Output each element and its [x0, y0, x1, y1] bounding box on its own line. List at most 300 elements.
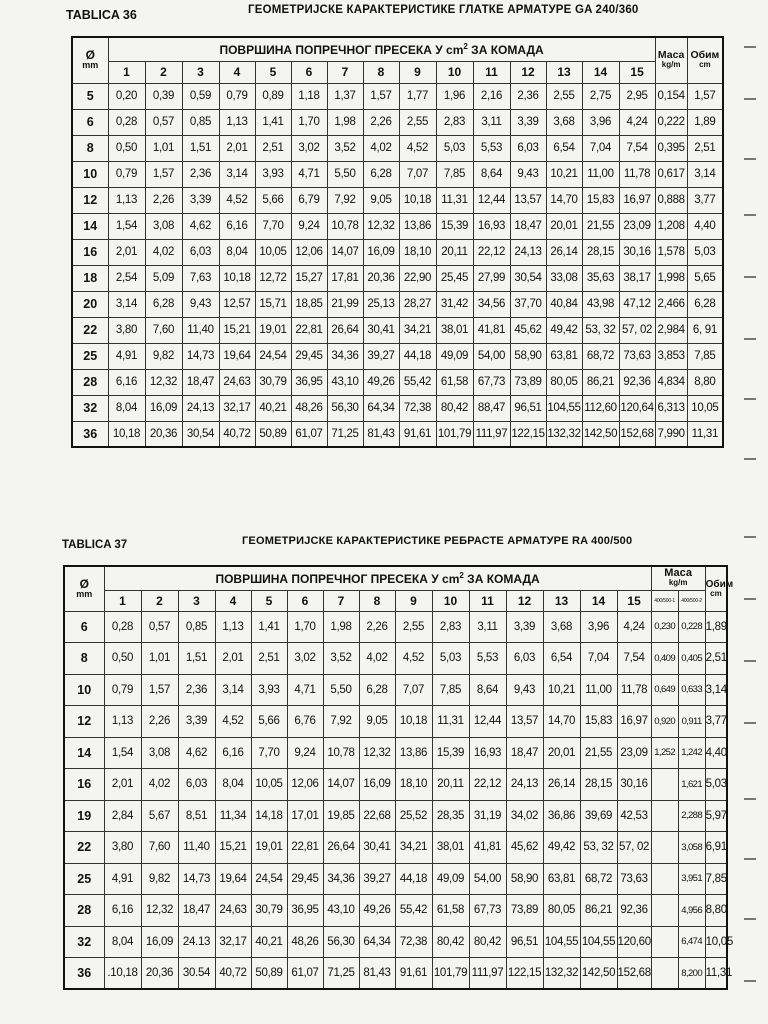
mass-cell: 1,621	[678, 769, 705, 801]
area-cell: 55,42	[399, 369, 436, 395]
area-cell: 22,68	[359, 800, 395, 832]
mass-cell: 0,911	[678, 706, 705, 738]
mass-cell	[651, 895, 678, 927]
area-cell: 2,55	[546, 83, 582, 109]
area-cell: 21,99	[327, 291, 363, 317]
area-cell: 73,63	[619, 343, 655, 369]
area-cell: 32,17	[215, 926, 251, 958]
area-cell: 4,02	[363, 135, 399, 161]
area-cell: 3,02	[291, 135, 327, 161]
area-cell: 11,78	[617, 674, 651, 706]
area-cell: .10,18	[104, 958, 141, 990]
mass-cell	[651, 863, 678, 895]
area-cell: 13,57	[510, 187, 546, 213]
area-cell: 23,09	[617, 737, 651, 769]
area-cell: 1,13	[108, 187, 145, 213]
area-cell: 1,96	[436, 83, 473, 109]
count-header: 15	[617, 590, 651, 611]
count-header: 4	[219, 61, 255, 83]
area-cell: 34,21	[399, 317, 436, 343]
perimeter-cell: 7,85	[705, 863, 727, 895]
table-row	[64, 926, 727, 958]
area-cell: 3,14	[215, 674, 251, 706]
area-cell: 30,79	[251, 895, 287, 927]
area-cell: 2,36	[178, 674, 215, 706]
perimeter-cell: 8,80	[705, 895, 727, 927]
perimeter-cell: 5,03	[687, 239, 723, 265]
area-cell: 53, 32	[580, 832, 617, 864]
count-header: 14	[580, 590, 617, 611]
area-cell: 4,52	[215, 706, 251, 738]
perimeter-cell: 1,89	[705, 611, 727, 643]
area-cell: 61,07	[287, 958, 323, 990]
area-cell: 15,21	[219, 317, 255, 343]
area-cell: 12,32	[145, 369, 182, 395]
area-cell: 80,42	[432, 926, 469, 958]
area-cell: 1,37	[327, 83, 363, 109]
area-cell: 44,18	[395, 863, 432, 895]
area-cell: 4,71	[291, 161, 327, 187]
table-row	[72, 317, 723, 343]
edge-mark	[744, 660, 756, 662]
area-cell: 22,81	[287, 832, 323, 864]
area-cell: 132,32	[546, 421, 582, 447]
area-cell: 81,43	[363, 421, 399, 447]
area-cell: 55,42	[395, 895, 432, 927]
area-cell: 104,55	[580, 926, 617, 958]
edge-mark	[744, 276, 756, 278]
area-cell: 10,78	[323, 737, 359, 769]
area-cell: 1,41	[251, 611, 287, 643]
table-row	[64, 611, 727, 643]
area-cell: 18,47	[510, 213, 546, 239]
area-cell: 19,85	[323, 800, 359, 832]
area-cell: 4,52	[399, 135, 436, 161]
diameter-cell: 28	[72, 369, 108, 395]
area-cell: 12,72	[255, 265, 291, 291]
perimeter-cell: 6, 91	[687, 317, 723, 343]
count-header: 6	[287, 590, 323, 611]
table-row	[72, 291, 723, 317]
area-cell: 63,81	[546, 343, 582, 369]
area-cell: 0,39	[145, 83, 182, 109]
mass-cell: 4,834	[655, 369, 687, 395]
table-row	[64, 832, 727, 864]
area-cell: 68,72	[580, 863, 617, 895]
area-cell: 72,38	[399, 395, 436, 421]
area-cell: 30,41	[359, 832, 395, 864]
area-cell: 4,24	[619, 109, 655, 135]
mass-cell: 6,474	[678, 926, 705, 958]
perimeter-cell: 5,97	[705, 800, 727, 832]
area-cell: 68,72	[582, 343, 619, 369]
area-cell: 26,14	[546, 239, 582, 265]
count-header: 11	[469, 590, 506, 611]
area-cell: 3,96	[580, 611, 617, 643]
area-cell: 0,79	[219, 83, 255, 109]
mass-cell: 3,853	[655, 343, 687, 369]
area-cell: 1,77	[399, 83, 436, 109]
area-cell: 31,42	[436, 291, 473, 317]
table-row	[72, 421, 723, 447]
mass-cell: 0,633	[678, 674, 705, 706]
count-header: 13	[546, 61, 582, 83]
area-cell: 20,01	[546, 213, 582, 239]
area-cell: 64,34	[363, 395, 399, 421]
area-cell: 47,12	[619, 291, 655, 317]
area-cell: 24,54	[255, 343, 291, 369]
area-cell: 1,13	[104, 706, 141, 738]
area-cell: 22,90	[399, 265, 436, 291]
area-cell: 38,17	[619, 265, 655, 291]
area-cell: 11,78	[619, 161, 655, 187]
area-cell: 3,52	[323, 643, 359, 675]
area-cell: 142,50	[582, 421, 619, 447]
table-36	[71, 36, 724, 448]
area-cell: 2,26	[145, 187, 182, 213]
area-cell: 16,97	[619, 187, 655, 213]
area-cell: 40,84	[546, 291, 582, 317]
area-cell: 34,36	[327, 343, 363, 369]
diameter-cell: 12	[72, 187, 108, 213]
area-cell: 49,09	[436, 343, 473, 369]
area-cell: 39,27	[359, 863, 395, 895]
area-cell: 38,01	[432, 832, 469, 864]
area-cell: 10,18	[108, 421, 145, 447]
area-cell: 0,59	[182, 83, 219, 109]
area-cell: 1,57	[363, 83, 399, 109]
area-cell: 18,47	[178, 895, 215, 927]
area-cell: 13,57	[506, 706, 543, 738]
diameter-cell: 16	[64, 769, 104, 801]
area-cell: 111,97	[469, 958, 506, 990]
area-cell: 20,11	[432, 769, 469, 801]
count-header: 13	[543, 590, 580, 611]
area-cell: 101,79	[436, 421, 473, 447]
area-cell: 23,09	[619, 213, 655, 239]
area-cell: 16,09	[145, 395, 182, 421]
area-cell: 32,17	[219, 395, 255, 421]
table-row	[72, 161, 723, 187]
diameter-cell: 6	[72, 109, 108, 135]
area-cell: 2,75	[582, 83, 619, 109]
area-cell: 28,15	[580, 769, 617, 801]
area-cell: 6,03	[182, 239, 219, 265]
area-cell: 15,83	[582, 187, 619, 213]
area-cell: 30,54	[182, 421, 219, 447]
mass-cell: 7,990	[655, 421, 687, 447]
area-cell: 33,08	[546, 265, 582, 291]
mass-cell: 1,208	[655, 213, 687, 239]
count-header: 5	[255, 61, 291, 83]
area-cell: 5,53	[473, 135, 510, 161]
edge-mark	[744, 98, 756, 100]
table-36-title: ГЕОМЕТРИЈСКЕ КАРАКТЕРИСТИКЕ ГЛАТКЕ АРМАТУРЕ GA 240/360	[248, 4, 639, 16]
perimeter-cell: 10,05	[705, 926, 727, 958]
area-cell: 10,21	[546, 161, 582, 187]
area-cell: 11,40	[178, 832, 215, 864]
area-cell: 8,04	[215, 769, 251, 801]
area-cell: 25,13	[363, 291, 399, 317]
area-cell: 120,64	[619, 395, 655, 421]
area-cell: 3,68	[546, 109, 582, 135]
area-cell: 4,52	[395, 643, 432, 675]
area-cell: 9,43	[506, 674, 543, 706]
area-cell: 81,43	[359, 958, 395, 990]
area-cell: 4,71	[287, 674, 323, 706]
table-37-count-row	[64, 590, 727, 611]
table-row	[72, 343, 723, 369]
area-cell: 61,07	[291, 421, 327, 447]
area-cell: 11,40	[182, 317, 219, 343]
area-cell: 9,43	[510, 161, 546, 187]
area-cell: 112,60	[582, 395, 619, 421]
area-cell: 30.54	[178, 958, 215, 990]
area-cell: 7,70	[255, 213, 291, 239]
area-cell: 122,15	[510, 421, 546, 447]
area-cell: 9,43	[182, 291, 219, 317]
table-37-label: TABLICA 37	[62, 539, 128, 551]
area-cell: 91,61	[395, 958, 432, 990]
area-cell: 15,21	[215, 832, 251, 864]
area-cell: 39,27	[363, 343, 399, 369]
area-cell: 6,28	[145, 291, 182, 317]
area-cell: 54,00	[469, 863, 506, 895]
area-cell: 34,56	[473, 291, 510, 317]
mass-cell: 0,395	[655, 135, 687, 161]
area-cell: 6,54	[543, 643, 580, 675]
area-cell: 2,01	[219, 135, 255, 161]
edge-mark	[744, 798, 756, 800]
area-cell: 1,13	[219, 109, 255, 135]
area-cell: 1,98	[323, 611, 359, 643]
area-cell: 12,06	[287, 769, 323, 801]
area-cell: 40,72	[215, 958, 251, 990]
area-cell: 80,42	[469, 926, 506, 958]
area-cell: 1,70	[291, 109, 327, 135]
area-cell: 152,68	[617, 958, 651, 990]
area-cell: 1,70	[287, 611, 323, 643]
area-cell: 17,01	[287, 800, 323, 832]
area-cell: 6,03	[178, 769, 215, 801]
area-cell: 24,63	[215, 895, 251, 927]
count-header: 10	[432, 590, 469, 611]
area-cell: 14,70	[546, 187, 582, 213]
perimeter-cell: 10,05	[687, 395, 723, 421]
area-cell: 6,03	[510, 135, 546, 161]
area-cell: 2,95	[619, 83, 655, 109]
area-cell: 8,64	[473, 161, 510, 187]
area-cell: 22,81	[291, 317, 327, 343]
mass-cell: 4,956	[678, 895, 705, 927]
area-cell: 18,47	[506, 737, 543, 769]
perimeter-cell: 2,51	[687, 135, 723, 161]
perimeter-cell: 1,57	[687, 83, 723, 109]
perimeter-cell: 11,31	[705, 958, 727, 990]
area-cell: 2,84	[104, 800, 141, 832]
area-cell: 1,54	[104, 737, 141, 769]
table-row	[64, 800, 727, 832]
diameter-header: Ø mm	[64, 566, 104, 611]
edge-mark	[744, 398, 756, 400]
count-header: 1	[104, 590, 141, 611]
table-row	[72, 369, 723, 395]
table-row	[64, 895, 727, 927]
area-cell: 111,97	[473, 421, 510, 447]
table-36-count-row	[72, 61, 723, 83]
area-cell: 6,03	[506, 643, 543, 675]
area-cell: 8,51	[178, 800, 215, 832]
area-cell: 7,04	[580, 643, 617, 675]
area-cell: 4,91	[104, 863, 141, 895]
area-cell: 6,16	[215, 737, 251, 769]
edge-mark	[744, 980, 756, 982]
mass-sub-header: 400/500-1	[651, 590, 678, 611]
area-cell: 73,63	[617, 863, 651, 895]
area-cell: 58,90	[510, 343, 546, 369]
diameter-cell: 5	[72, 83, 108, 109]
area-cell: 30,54	[510, 265, 546, 291]
area-cell: 1,54	[108, 213, 145, 239]
area-cell: 101,79	[432, 958, 469, 990]
area-cell: 31,19	[469, 800, 506, 832]
area-cell: 24,54	[251, 863, 287, 895]
area-cell: 11,31	[436, 187, 473, 213]
mass-cell	[651, 769, 678, 801]
mass-cell: 8,200	[678, 958, 705, 990]
area-cell: 1,51	[178, 643, 215, 675]
area-cell: 24.13	[178, 926, 215, 958]
area-cell: 5,67	[141, 800, 178, 832]
area-cell: 1,18	[291, 83, 327, 109]
area-cell: 80,42	[436, 395, 473, 421]
area-cell: 142,50	[580, 958, 617, 990]
perimeter-header: Обим cm	[687, 37, 723, 83]
area-cell: 8,64	[469, 674, 506, 706]
area-cell: 48,26	[291, 395, 327, 421]
table-row	[72, 213, 723, 239]
edge-mark	[744, 158, 756, 160]
area-cell: 0,57	[141, 611, 178, 643]
area-cell: 6,16	[219, 213, 255, 239]
area-cell: 41,81	[469, 832, 506, 864]
area-cell: 2,36	[182, 161, 219, 187]
area-cell: 4,02	[145, 239, 182, 265]
area-cell: 26,14	[543, 769, 580, 801]
area-cell: 73,89	[510, 369, 546, 395]
table-row	[72, 135, 723, 161]
mass-cell: 2,466	[655, 291, 687, 317]
area-cell: 1,13	[215, 611, 251, 643]
area-cell: 36,86	[543, 800, 580, 832]
area-cell: 3,11	[469, 611, 506, 643]
area-cell: 71,25	[323, 958, 359, 990]
area-cell: 1,57	[145, 161, 182, 187]
area-cell: 71,25	[327, 421, 363, 447]
area-cell: 57, 02	[617, 832, 651, 864]
area-cell: 2,01	[108, 239, 145, 265]
area-cell: 28,27	[399, 291, 436, 317]
area-cell: 40,21	[255, 395, 291, 421]
area-cell: 2,55	[395, 611, 432, 643]
area-cell: 19,01	[255, 317, 291, 343]
mass-cell: 1,252	[651, 737, 678, 769]
area-cell: 11,34	[215, 800, 251, 832]
mass-cell: 6,313	[655, 395, 687, 421]
diameter-cell: 28	[64, 895, 104, 927]
area-cell: 61,58	[432, 895, 469, 927]
area-cell: 56,30	[323, 926, 359, 958]
area-cell: 28,35	[432, 800, 469, 832]
area-cell: 2,83	[436, 109, 473, 135]
edge-mark	[744, 722, 756, 724]
area-cell: 3,52	[327, 135, 363, 161]
area-cell: 3,08	[141, 737, 178, 769]
area-cell: 12,57	[219, 291, 255, 317]
area-cell: 14,73	[182, 343, 219, 369]
area-cell: 7,92	[327, 187, 363, 213]
area-cell: 10,18	[399, 187, 436, 213]
diameter-cell: 36	[64, 958, 104, 990]
area-cell: 8,04	[104, 926, 141, 958]
area-cell: 7,60	[145, 317, 182, 343]
area-cell: 15,39	[432, 737, 469, 769]
area-cell: 30,16	[619, 239, 655, 265]
table-37-header-row	[64, 566, 727, 590]
area-cell: 22,12	[469, 769, 506, 801]
area-cell: 2,83	[432, 611, 469, 643]
area-cell: 0,28	[104, 611, 141, 643]
area-cell: 10,21	[543, 674, 580, 706]
area-cell: 18,10	[399, 239, 436, 265]
area-cell: 9,05	[359, 706, 395, 738]
table-row	[72, 239, 723, 265]
area-cell: 18,85	[291, 291, 327, 317]
diameter-cell: 14	[64, 737, 104, 769]
count-header: 12	[510, 61, 546, 83]
count-header: 7	[327, 61, 363, 83]
area-cell: 86,21	[582, 369, 619, 395]
area-cell: 35,63	[582, 265, 619, 291]
area-cell: 7,60	[141, 832, 178, 864]
area-cell: 7,85	[432, 674, 469, 706]
area-cell: 9,82	[145, 343, 182, 369]
mass-cell: 3,058	[678, 832, 705, 864]
area-cell: 6,28	[363, 161, 399, 187]
count-header: 12	[506, 590, 543, 611]
area-cell: 13,86	[395, 737, 432, 769]
table-37	[63, 565, 734, 990]
edge-mark	[744, 598, 756, 600]
mass-cell: 0,222	[655, 109, 687, 135]
table-row	[72, 109, 723, 135]
area-cell: 15,83	[580, 706, 617, 738]
area-cell: 0,89	[255, 83, 291, 109]
mass-cell	[651, 800, 678, 832]
area-cell: 4,91	[108, 343, 145, 369]
area-cell: 11,31	[432, 706, 469, 738]
area-cell: 10,05	[251, 769, 287, 801]
area-cell: 16,97	[617, 706, 651, 738]
area-cell: 73,89	[506, 895, 543, 927]
area-cell: 3,14	[108, 291, 145, 317]
area-cell: 7,92	[323, 706, 359, 738]
area-cell: 1,98	[327, 109, 363, 135]
mass-cell: 0,230	[651, 611, 678, 643]
count-header: 9	[395, 590, 432, 611]
area-cell: 2,01	[104, 769, 141, 801]
area-cell: 80,05	[546, 369, 582, 395]
